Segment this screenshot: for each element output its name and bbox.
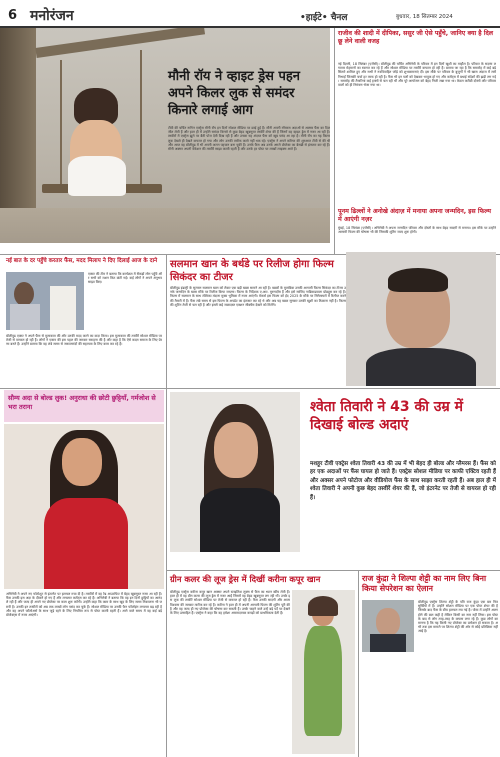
- swing-rope-left: [60, 60, 62, 185]
- white-dress: [68, 156, 126, 196]
- fans-story-body: बॉलीवुड एक्टर ने अपने फैंस से मुलाकात की और उनकी मदद करने का वादा किया। इस मुलाकात की तस्वीरें सोशल मीडिया पर तेजी से वायरल हो रही हैं। लोगों ने एक्टर की इस पहल की जमकर सराहना की है और कहा है कि ऐसे कदम समाज के लिए प्रेरणा बनते हैं। उन्होंने बताया कि वह लंबे समय से जरूरतमंदों की सहायता के लिए काम कर रहे हैं।: [6, 334, 162, 347]
- tree-branch: [35, 28, 205, 58]
- hair: [388, 268, 448, 292]
- masthead: •हाईटे• चैनल: [300, 13, 348, 23]
- anuradha-photo: [4, 424, 164, 589]
- raj-photo: [362, 600, 414, 652]
- fans-story-headline: नई बात के दर पहुँचे करतार फैंस, मदद मिलाप ने दिए दिलाई आज के दाने: [6, 258, 158, 264]
- right-story2-body: मुंबई, 18 सितंबर (एजेंसी)। अभिनेत्री ने अपना जन्मदिन परिवार और दोस्तों के साथ बेहद सादगी से मनाया। इस मौके पर उन्होंने आगामी फिल्म की घोषणा भी की जिसकी शूटिंग जल्द शुरू होगी।: [338, 226, 496, 235]
- person-body: [10, 304, 40, 330]
- anuradha-headline: सौम्य अदा से बोल्ड लुक! अनुराधा की छोटी छुट्टियाँ, गर्मजोश से भरा तराना: [8, 394, 156, 411]
- face: [214, 422, 258, 478]
- raj-body: बॉलीवुड एक्ट्रेस शिल्पा शेट्टी के पति राज कुंद्रा एक बार फिर सुर्खियों में हैं। उन्होंने सोशल मीडिया पर एक पोस्ट शेयर की है जिसके बाद फैंस के बीच हलचल मच गई है। पोस्ट में उन्होंने अलग होने की बात कही है लेकिन किसी का नाम नहीं लिया। इस पोस्ट के बाद से लोग तरह-तरह के कयास लगा रहे हैं। कुछ लोगों का मानना है कि यह किसी नए प्रोजेक्ट का प्रमोशन हो सकता है। अभी तक इस मामले पर शिल्पा शेट्टी की ओर से कोई प्रतिक्रिया नहीं आई है।: [418, 600, 498, 634]
- anuradha-body: अभिनेत्री ने अपने नए फोटोशूट से इंटरनेट पर हलचल मचा दी है। तस्वीरों में वह रेड आउटफिट में बेहद खूबसूरत नजर आ रही हैं। फैंस उनकी इस अदा के दीवाने हो गए हैं और लगातार कमेंट्स कर रहे हैं। अभिनेत्री ने बताया कि वह इन दिनों छुट्टियों का आनंद ले रही हैं और जल्द ही अपने नए प्रोजेक्ट पर काम शुरू करेंगी। उन्होंने कहा कि काम के साथ खुद के लिए समय निकालना भी जरूरी है। उनकी इन तस्वीरों को अब तक लाखों लोग पसंद कर चुके हैं। सोशल मीडिया पर उनकी फैन फॉलोइंग लगातार बढ़ रही है और वह अपने फॉलोअर्स के साथ जुड़े रहने के लिए नियमित रूप से पोस्ट करती रहती हैं। आने वाले समय में वह कई बड़े प्रोजेक्ट्स में नजर आएंगी।: [6, 592, 162, 618]
- face-front: [62, 438, 102, 486]
- red-outfit: [44, 498, 128, 589]
- kareena-headline: ग्रीन कलर की लूज ड्रेस में दिखीं करीना कपूर खान: [170, 574, 321, 584]
- shweta-headline: श्वेता तिवारी ने 43 की उम्र में दिखाई बोल्ड अदाएं: [310, 399, 463, 433]
- dress: [200, 488, 280, 552]
- poster: [50, 286, 76, 330]
- right-story2-headline: पूनम ढिल्लों ने अनोखे अंदाज़ में मनाया अपना जन्मदिन, इस फिल्म में आएंगी नज़र: [338, 208, 492, 223]
- fans-story-photo: [6, 272, 84, 330]
- swing-rope-right: [140, 50, 142, 185]
- green-dress: [304, 626, 342, 736]
- jacket: [370, 634, 406, 652]
- shweta-photo: [170, 392, 300, 552]
- fans-story-side: एक्टर की टीम ने बताया कि कार्यक्रम में सैकड़ों लोग पहुँचे और सभी को राशन किट बांटी गई। कई लोगों ने अपने अनुभव साझा किए।: [88, 272, 162, 285]
- salman-headline: सलमान खान के बर्थडे पर रिलीज होगा फिल्म सिकंदर का टीजर: [170, 259, 334, 283]
- salman-body: बॉलीवुड इंडस्ट्री के सुल्तान सलमान खान को लेकर एक बड़ी खबर सामने आ रही है। खबरों के मुताबिक उनकी आगामी फिल्म सिकंदर का टीजर उनके जन्मदिन के खास मौके पर रिलीज किया जाएगा। फिल्म के निर्देशक ए.आर. मुरुगदॉस हैं और इसे साजिद नाडियाडवाला प्रोड्यूस कर रहे हैं। फिल्म में सलमान के साथ रश्मिका मंदाना मुख्य भूमिका में नजर आएंगी। मेकर्स इस फिल्म को ईद 2025 के मौके पर सिनेमाघरों में रिलीज करने की तैयारी में हैं। फैंस लंबे समय से इस फिल्म के अपडेट का इंतजार कर रहे थे और अब यह खबर सुनकर उनकी खुशी का ठिकाना नहीं है। फिल्म की शूटिंग तेजी से चल रही है और इसमें कई जबरदस्त एक्शन सीक्वेंस देखने को मिलेंगे।: [170, 286, 346, 307]
- hero-headline: मौनी रॉय ने व्हाइट ड्रेस पहन अपने किलर लुक से समंदर किनारे लगाई आग: [168, 69, 300, 118]
- dateline: बुधवार, 18 सितम्बर 2024: [396, 14, 453, 20]
- horizontal-rule: [166, 570, 500, 571]
- column-rule: [166, 254, 167, 757]
- shweta-body-box: [310, 460, 496, 552]
- right-story-body: नई दिल्ली, 18 सितंबर (एजेंसी)। बॉलीवुड की चर्चित अभिनेत्री के परिवार में इन दिनों खुशी का माहौल है। परिवार के सदस्य लगातार मेहमानों का स्वागत कर रहे हैं और सोशल मीडिया पर तस्वीरें वायरल हो रही हैं। बताया जा रहा है कि समारोह में कई बड़े सितारे शामिल हुए और सभी ने नवविवाहित जोड़े को शुभकामनाएं दीं। इस मौके पर परिवार के बुजुर्गों ने भी खास अंदाज में रस्में निभाईं जिसकी चर्चा हर तरफ हो रही है। फैंस भी इन पलों को देखकर भावुक हो गए और कमेंट्स में बधाई संदेशों की झड़ी लग गई। समारोह की तैयारियां कई हफ्तों से चल रही थीं और पूरे आयोजन को बेहद निजी रखा गया था। केवल करीबी दोस्तों और परिवार वालों को ही निमंत्रण भेजा गया था।: [338, 62, 496, 88]
- column-rule: [334, 28, 335, 254]
- face: [376, 608, 400, 636]
- shirt: [366, 348, 476, 386]
- horizontal-rule: [0, 388, 500, 389]
- person-head: [14, 282, 34, 306]
- kareena-photo: [292, 590, 355, 754]
- salman-photo: [346, 252, 496, 386]
- section-title: मनोरंजन: [30, 8, 74, 24]
- column-rule: [358, 570, 359, 757]
- hero-article-body: टीवी की चर्चित नागिन एक्ट्रेस मौनी रॉय इन दिनों सोशल मीडिया पर छाई हुई हैं। मौनी अपनी ग्लैमरस अदाओं से अक्सर फैंस का दिल जीत लेती हैं और हाल ही में उन्होंने समंदर किनारे से कुछ बेहद खूबसूरत तस्वीरें शेयर की हैं जिनमें वह व्हाइट ड्रेस में नजर आ रही हैं। तस्वीरों में एक्ट्रेस झूले पर बैठी पोज देती दिख रही हैं और उनका यह अंदाज फैंस को खूब पसंद आ रहा है। मौनी रॉय का यह किलर लुक देखते ही देखते वायरल हो गया और लोग उनकी तारीफ करते नहीं थक रहे। एक्ट्रेस ने अपने करियर की शुरुआत टीवी से की थी और आज वह बॉलीवुड में भी अपनी अलग पहचान बना चुकी हैं। उनके फैंस अब उनके अगले प्रोजेक्ट का बेसब्री से इंतजार कर रहे हैं। मौनी अक्सर अपनी वेकेशन की तस्वीरें साझा करती रहती हैं और उनके हर पोस्ट पर लाखों लाइक्स आते हैं।: [168, 126, 330, 152]
- page-number: 6: [8, 8, 18, 23]
- hair: [308, 596, 338, 616]
- right-story-headline: राजीव की शादी में दीपिका, ससुर जी ऐसे पहुँचे, जानिए क्या है दिल छू लेने वाली वजह: [338, 30, 494, 45]
- kareena-body: बॉलीवुड एक्ट्रेस करीना कपूर खान अक्सर अपने स्टाइलिश लुक्स से फैंस का ध्यान खींच लेती हैं। हाल ही में वह ग्रीन कलर की लूज ड्रेस में नजर आईं जिसमें वह बेहद खूबसूरत लग रही थीं। उनके इस लुक की तस्वीरें सोशल मीडिया पर तेजी से वायरल हो रही हैं। फैंस उनकी सादगी और आत्मविश्वास की जमकर तारीफ कर रहे हैं। करीना ने हाल ही में अपनी आगामी फिल्म की शूटिंग पूरी की है और वह जल्द ही नए प्रोजेक्ट की घोषणा कर सकती हैं। उनके चाहने वाले उन्हें बड़े पर्दे पर देखने के लिए उत्साहित हैं। एक्ट्रेस ने कहा कि वह हमेशा आरामदायक कपड़ों को प्राथमिकता देती हैं।: [170, 590, 290, 616]
- raj-headline: राज कुंद्रा ने शिल्पा शेट्टी का नाम लिए बिना किया सेपरेशन का ऐलान: [362, 574, 487, 593]
- shweta-body: मशहूर टीवी एक्ट्रेस श्वेता तिवारी 43 की उम्र में भी बेहद ही बोल्ड और ग्लैमरस हैं। फैंस को हर एक अदाओं पर फैंस घायल हो जाते हैं। एक्ट्रेस सोशल मीडिया पर काफी एक्टिव रहती हैं और अक्सर अपने फोटोज और वीडियोज फैंस के साथ साझा करती रहती हैं। अब हाल ही में श्वेता तिवारी ने अपनी कुछ बेहद तस्वीरें शेयर की हैं, जो इंटरनेट पर तेजी से वायरल हो रही हैं।: [310, 461, 496, 501]
